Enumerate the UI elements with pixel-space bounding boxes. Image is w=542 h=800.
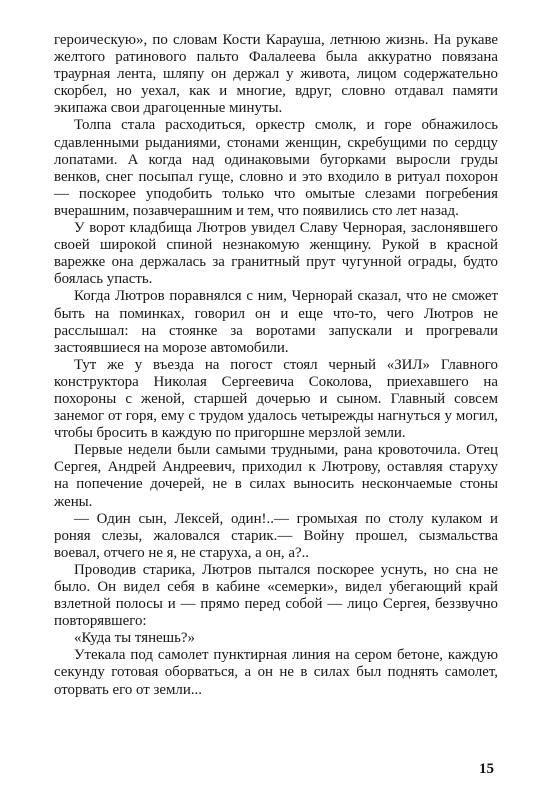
page-number: 15: [479, 761, 494, 777]
paragraph: Проводив старика, Лютров пытался поскорее уснуть, но сна не было. Он видел себя в кабине «семерки», видел убегающий край взлетной полосы и — прямо перед собой — лицо Сергея, беззвучно повторявшего:: [54, 561, 498, 630]
paragraph: У ворот кладбища Лютров увидел Славу Чернорая, заслонявшего своей широкой спиной незнакомую женщину. Рукой в красной варежке она держалась за гранитный прут чугунной ограды, будто боялась упасть.: [54, 220, 498, 288]
paragraph: Когда Лютров поравнялся с ним, Чернорай сказал, что не сможет быть на поминках, говорил он и еще что-то, чего Лютров не расслышал: на стоянке за воротами запускали и прогревали застоявшиеся на морозе автомобили.: [54, 288, 498, 356]
paragraph: Толпа стала расходиться, оркестр смолк, и горе обнажилось сдавленными рыданиями, стонами женщин, скребущими по сердцу лопатами. А когда над одинаковыми бугорками выросли груды венков, снег посыпал гуще, словно и это входило в ритуал похорон — поскорее уподобить только что омытые слезами погребения вчерашним, позавчерашним и тем, что появились сто лет назад.: [54, 117, 498, 219]
body-text: [54, 32, 498, 699]
paragraph: героическую», по словам Кости Карауша, летнюю жизнь. На рукаве желтого ратинового пальто Фалалеева была аккуратно повязана траурная лента, шляпу он держал у живота, лицом содержательно скорбел, но уехал, как и многие, вдруг, словно отдавал памяти экипажа свои драгоценные минуты.: [54, 32, 498, 117]
paragraph: Первые недели были самыми трудными, рана кровоточила. Отец Сергея, Андрей Андреевич, приходил к Лютрову, оставляя старуху на попечение дочерей, не в силах выносить нескончаемые стоны жены.: [54, 442, 498, 510]
paragraph: — Один сын, Лексей, один!..— громыхая по столу кулаком и роняя слезы, жаловался старик.— Войну прошел, сызмальства воевал, отчего не я, не старуха, а он, а?..: [54, 510, 498, 561]
paragraph: Утекала под самолет пунктирная линия на сером бетоне, каждую секунду готовая оборваться, а он не в силах был поднять самолет, оторвать его от земли...: [54, 647, 498, 698]
paragraph: Тут же у въезда на погост стоял черный «ЗИЛ» Главного конструктора Николая Сергеевича Соколова, приехавшего на похороны с женой, старшей дочерью и сыном. Главный совсем занемог от горя, ему с трудом удалось четырежды нагнуться у могил, чтобы бросить в каждую по пригоршне мерзлой земли.: [54, 356, 498, 442]
paragraph: «Куда ты тянешь?»: [74, 630, 195, 647]
